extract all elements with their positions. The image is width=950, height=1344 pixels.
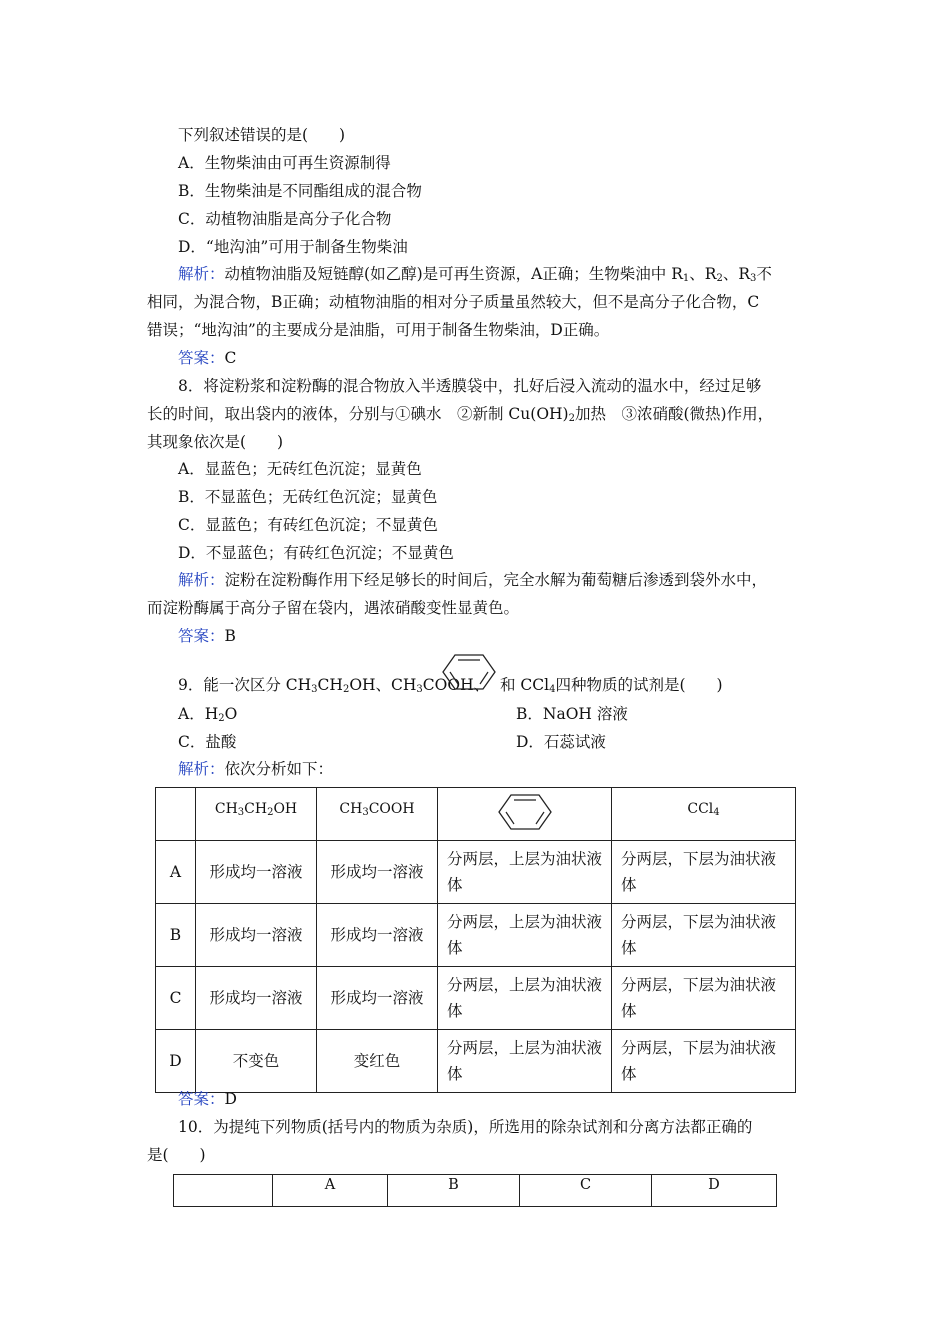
table-header-row	[174, 1175, 777, 1207]
stem-text: COOH、	[422, 676, 490, 694]
q8-stem-line2	[147, 404, 773, 429]
table-row	[156, 967, 796, 1030]
subscript: 4	[713, 807, 720, 818]
q8-option-d: D．不显蓝色；有砖红色沉淀；不显黄色	[178, 544, 454, 562]
q8-stem-line3: 其现象依次是( )	[147, 433, 284, 451]
q8-analysis-line2: 而淀粉酶属于高分子留在袋内，遇浓硝酸变性显黄色。	[147, 599, 520, 617]
column-header-c: C	[520, 1175, 652, 1207]
option-text: A．H	[178, 705, 219, 723]
q7-option-a: A．生物柴油由可再生资源制得	[178, 154, 391, 172]
analysis-text: 依次分析如下：	[224, 760, 334, 778]
row-label: C	[156, 967, 196, 1030]
table-cell: 形成均一溶液	[196, 967, 317, 1030]
q8-option-a: A．显蓝色；无砖红色沉淀；显黄色	[178, 460, 422, 478]
analysis-text: 不	[756, 265, 772, 283]
header-text: CH	[214, 801, 238, 817]
row-label: A	[156, 841, 196, 904]
q7-analysis-line2: 相同，为混合物，B正确；动植物油脂的相对分子质量虽然较大，但不是高分子化合物，C	[147, 293, 760, 311]
table-cell: 变红色	[317, 1030, 438, 1093]
q8-option-c: C．显蓝色；有砖红色沉淀；不显黄色	[178, 516, 438, 534]
q7-option-b: B．生物柴油是不同酯组成的混合物	[178, 182, 422, 200]
header-text: CH	[339, 801, 363, 817]
q7-analysis-line3: 错误；“地沟油”的主要成分是油脂，可用于制备生物柴油，D正确。	[147, 321, 610, 339]
header-text: COOH	[368, 801, 415, 817]
analysis-label: 解析：	[178, 571, 225, 589]
q8-analysis-line1	[178, 570, 767, 590]
q8-answer	[178, 626, 236, 646]
analysis-label: 解析：	[178, 265, 225, 283]
column-header-b: B	[388, 1175, 520, 1207]
analysis-text: 动植物油脂及短链醇(如乙醇)是可再生资源，A正确；生物柴油中 R	[224, 265, 683, 283]
table-cell: 形成均一溶液	[196, 841, 317, 904]
table-cell: 不变色	[196, 1030, 317, 1093]
q9-option-a	[178, 704, 237, 729]
subscript: 2	[267, 807, 274, 818]
stem-text: CH	[317, 676, 343, 694]
answer-value: D	[224, 1090, 237, 1108]
table-corner-cell	[174, 1175, 273, 1207]
answer-label: 答案：	[178, 349, 225, 367]
stem-text: 四种物质的试剂是( )	[555, 676, 723, 694]
subscript: 3	[311, 684, 318, 695]
row-label: D	[156, 1030, 196, 1093]
table-row	[156, 1030, 796, 1093]
stem-text: 长的时间，取出袋内的液体，分别与①碘水 ②新制 Cu(OH)	[147, 405, 569, 423]
stem-text: 加热 ③浓硝酸(微热)作用，	[574, 405, 774, 423]
q10-stem-line1: 10．为提纯下列物质(括号内的物质为杂质)，所选用的除杂试剂和分离方法都正确的	[178, 1118, 753, 1136]
q10-table	[173, 1174, 777, 1207]
table-header-row	[156, 788, 796, 841]
analysis-text: 淀粉在淀粉酶作用下经足够长的时间后，完全水解为葡萄糖后渗透到袋外水中，	[224, 571, 768, 589]
answer-value: B	[224, 627, 236, 645]
header-benzene	[438, 788, 612, 841]
stem-text: 和 CCl	[500, 676, 550, 694]
header-acetic-acid	[317, 788, 438, 841]
table-cell: 分两层，上层为油状液体	[438, 841, 612, 904]
table-cell: 分两层，上层为油状液体	[438, 1030, 612, 1093]
q7-option-c: C．动植物油脂是高分子化合物	[178, 210, 392, 228]
subscript: 2	[716, 273, 723, 284]
q7-option-d: D．“地沟油”可用于制备生物柴油	[178, 238, 408, 256]
table-row	[156, 841, 796, 904]
table-cell: 分两层，下层为油状液体	[612, 1030, 796, 1093]
analysis-text: 、R	[689, 265, 717, 283]
subscript: 1	[682, 273, 690, 284]
subscript: 3	[750, 273, 757, 284]
q9-analysis-table	[155, 787, 796, 1093]
answer-label: 答案：	[178, 627, 225, 645]
table-cell: 形成均一溶液	[317, 967, 438, 1030]
header-ccl4	[612, 788, 796, 841]
q9-stem-tail	[500, 675, 723, 700]
column-header-a: A	[273, 1175, 388, 1207]
subscript: 3	[362, 807, 369, 818]
stem-text: 9．能一次区分 CH	[178, 676, 312, 694]
q9-option-c: C．盐酸	[178, 733, 237, 751]
q7-stem: 下列叙述错误的是( )	[178, 126, 346, 144]
subscript: 2	[568, 413, 575, 424]
answer-label: 答案：	[178, 1090, 225, 1108]
q9-option-d: D．石蕊试液	[516, 733, 606, 751]
q8-option-b: B．不显蓝色；无砖红色沉淀；显黄色	[178, 488, 438, 506]
subscript: 3	[237, 807, 245, 818]
table-cell: 分两层，下层为油状液体	[612, 967, 796, 1030]
q7-answer	[178, 348, 236, 368]
q7-analysis-line1	[178, 264, 772, 289]
header-ethanol	[196, 788, 317, 841]
q8-stem-line1: 8．将淀粉浆和淀粉酶的混合物放入半透膜袋中，扎好后浸入流动的温水中，经过足够	[178, 377, 762, 395]
q9-option-b: B．NaOH 溶液	[516, 705, 628, 723]
subscript: 2	[342, 684, 350, 695]
table-cell: 形成均一溶液	[196, 904, 317, 967]
header-text: CH	[244, 801, 268, 817]
table-cell: 分两层，上层为油状液体	[438, 967, 612, 1030]
table-row	[156, 904, 796, 967]
subscript: 2	[218, 713, 225, 724]
q9-analysis	[178, 759, 333, 779]
table-cell: 分两层，下层为油状液体	[612, 904, 796, 967]
analysis-text: 、R	[722, 265, 750, 283]
benzene-ring-icon	[441, 652, 497, 692]
benzene-ring-icon	[497, 792, 553, 832]
stem-text: OH、CH	[349, 676, 417, 694]
table-corner-cell	[156, 788, 196, 841]
header-text: OH	[273, 801, 298, 817]
analysis-label: 解析：	[178, 760, 225, 778]
column-header-d: D	[652, 1175, 777, 1207]
q10-stem-line2: 是( )	[147, 1146, 206, 1164]
header-text: CCl	[687, 801, 714, 817]
table-cell: 分两层，下层为油状液体	[612, 841, 796, 904]
subscript: 3	[416, 684, 423, 695]
table-cell: 形成均一溶液	[317, 904, 438, 967]
row-label: B	[156, 904, 196, 967]
subscript: 4	[549, 684, 556, 695]
option-text: O	[224, 705, 238, 723]
q9-answer	[178, 1089, 237, 1109]
answer-value: C	[224, 349, 237, 367]
table-cell: 分两层，上层为油状液体	[438, 904, 612, 967]
table-cell: 形成均一溶液	[317, 841, 438, 904]
